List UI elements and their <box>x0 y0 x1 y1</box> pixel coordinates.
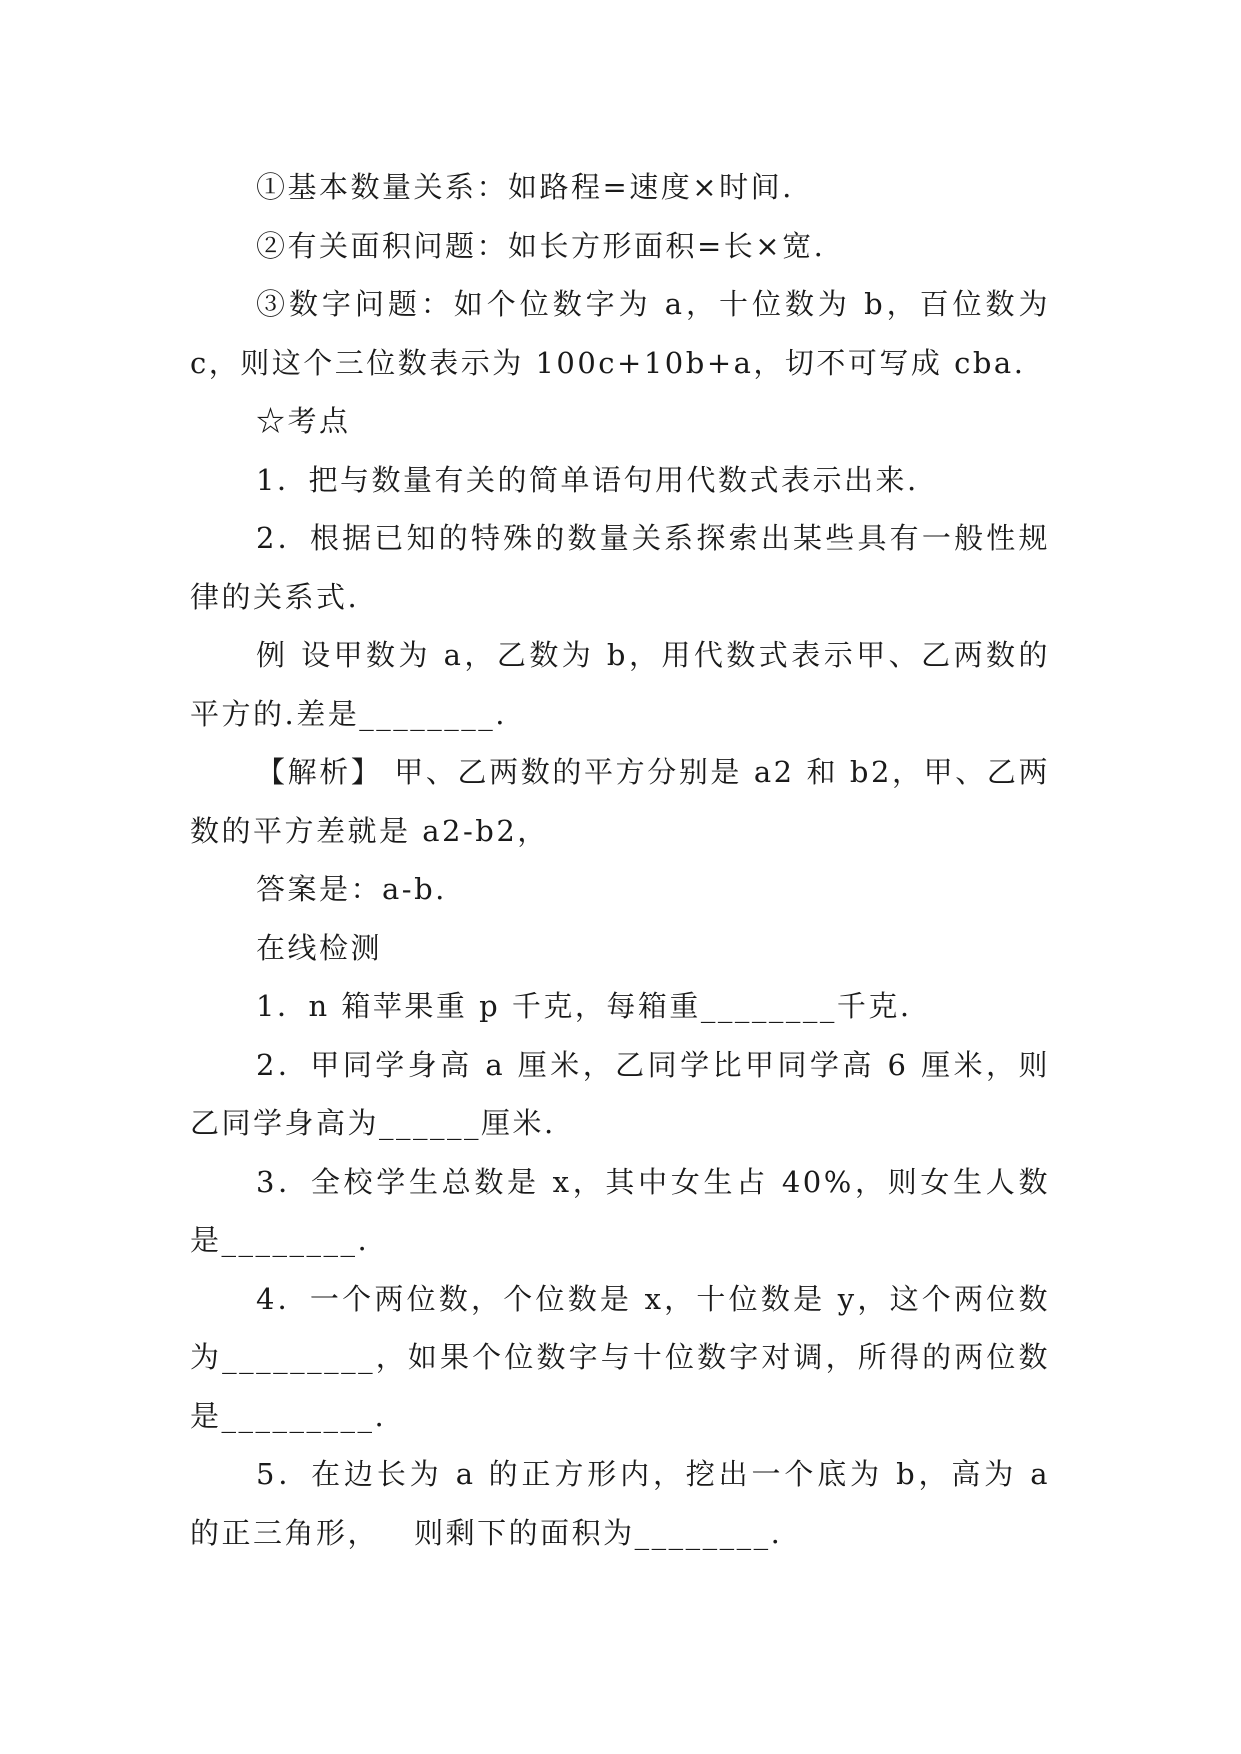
paragraph-basic-relation: ①基本数量关系：如路程=速度×时间. <box>256 170 794 204</box>
exercise-5: 5．在边长为 a 的正方形内，挖出一个底为 b，高为 a 的正三角形， 则剩下的面积为________. <box>190 1457 1062 1550</box>
heading-online-test: 在线检测 <box>256 930 383 965</box>
key-point-2: 2．根据已知的特殊的数量关系探索出某些具有一般性规律的关系式. <box>190 521 1050 614</box>
exercise-2: 2．甲同学身高 a 厘米，乙同学比甲同学高 6 厘米，则乙同学身高为______厘米. <box>190 1047 1050 1140</box>
exercise-4: 4．一个两位数，个位数是 x，十位数是 y，这个两位数为_________，如果个位数字与十位数字对调，所得的两位数是_________. <box>190 1281 1050 1433</box>
key-point-1: 1．把与数量有关的简单语句用代数式表示出来. <box>256 462 919 497</box>
paragraph-area-problem: ②有关面积问题：如长方形面积=长×宽. <box>256 228 826 263</box>
document-body <box>190 158 1062 1562</box>
example-question: 例 设甲数为 a，乙数为 b，用代数式表示甲、乙两数的平方的.差是________. <box>190 638 1050 731</box>
example-analysis: 【解析】 甲、乙两数的平方分别是 a2 和 b2，甲、乙两数的平方差就是 a2-b2， <box>190 755 1050 848</box>
heading-key-points: ☆考点 <box>256 404 351 438</box>
example-answer: 答案是：a-b. <box>256 872 447 906</box>
paragraph-digit-problem: ③数字问题：如个位数字为 a，十位数为 b，百位数为 c，则这个三位数表示为 100c+10b+a，切不可写成 cba. <box>190 287 1062 380</box>
exercise-3: 3．全校学生总数是 x，其中女生占 40%，则女生人数是________. <box>190 1164 1050 1257</box>
exercise-1: 1．n 箱苹果重 p 千克，每箱重________千克. <box>256 989 912 1023</box>
